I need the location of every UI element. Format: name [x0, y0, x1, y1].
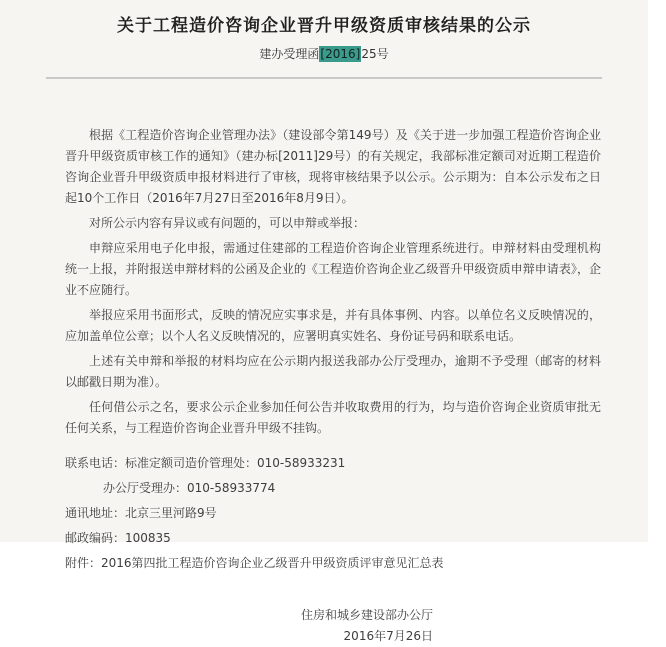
contact-section	[65, 453, 601, 573]
contact-postcode-line: 邮政编码：100835	[65, 531, 171, 545]
contact-address-line: 通讯地址：北京三里河路9号	[65, 506, 217, 520]
paragraph-report-procedure: 举报应采用书面形式，反映的情况应实事求是，并有具体事例、内容。以单位名义反映情况的，应加盖单位公章；以个人名义反映情况的，应署明真实姓名、身份证号码和联系电话。	[65, 308, 601, 343]
issue-date: 2016年7月26日	[343, 629, 433, 643]
document-body	[0, 125, 648, 647]
divider	[46, 77, 602, 79]
signoff-block	[65, 605, 601, 647]
paragraph-objection-intro: 对所公示内容有异议或有问题的，可以申辩或举报：	[89, 216, 366, 230]
attachment-label: 附件：	[65, 556, 102, 570]
doc-number-highlight: [2016]	[320, 47, 361, 61]
contact-reception-phone-line: 办公厅受理办：010-58933774	[103, 481, 276, 495]
paragraph-disclaimer: 任何借公示之名，要求公示企业参加任何公告并收取费用的行为，均与造价咨询企业资质审批无任何关系，与工程造价咨询企业晋升甲级不挂钩。	[65, 400, 601, 435]
paragraph-deadline: 上述有关申辩和举报的材料均应在公示期内报送我部办公厅受理办，逾期不予受理（邮寄的材料以邮戳日期为准）。	[65, 354, 601, 389]
attachment-line	[65, 553, 601, 573]
doc-number-suffix: 25号	[361, 47, 389, 61]
doc-number-prefix: 建办受理函	[259, 47, 320, 61]
contact-phone-line: 联系电话：标准定额司造价管理处：010-58933231	[65, 456, 346, 470]
paragraph-basis: 根据《工程造价咨询企业管理办法》（建设部令第149号）及《关于进一步加强工程造价咨询企业晋升甲级资质审核工作的通知》（建办标[2011]29号）的有关规定，我部标准定额司对近期工程造价咨询企业晋升甲级资质申报材料进行了审核，现将审核结果予以公示。公示期为：自本公示发布之日起10个工作日（2016年7月27日至2016年8月9日）。	[65, 128, 601, 205]
doc-number	[0, 45, 648, 62]
page-title: 关于工程造价咨询企业晋升甲级资质审核结果的公示	[117, 16, 531, 36]
paragraph-appeal-procedure: 申辩应采用电子化申报，需通过住建部的工程造价咨询企业管理系统进行。申辩材料由受理机构统一上报，并附报送申辩材料的公函及企业的《工程造价咨询企业乙级晋升甲级资质申辩申请表》，企业不应随行。	[65, 241, 601, 297]
attachment-link[interactable]: 2016第四批工程造价咨询企业乙级晋升甲级资质评审意见汇总表	[101, 556, 444, 570]
issuing-organization: 住房和城乡建设部办公厅	[300, 608, 433, 622]
